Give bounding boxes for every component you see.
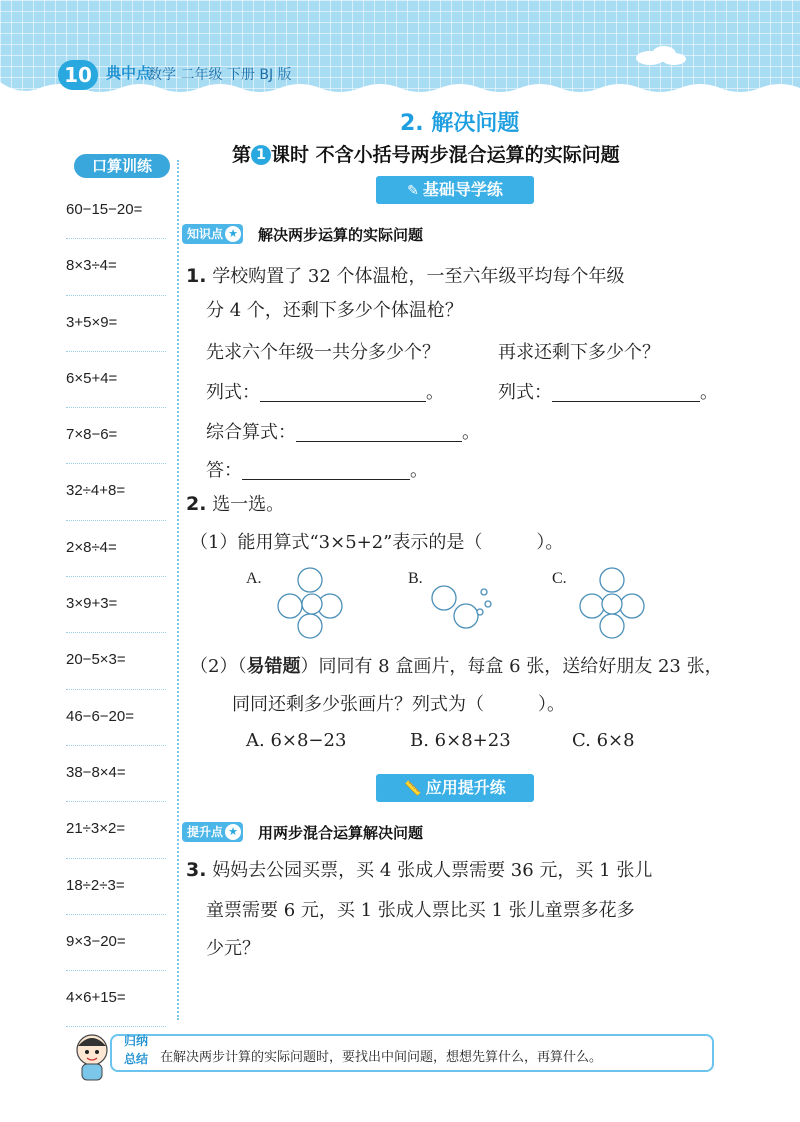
oral-item: 32÷4+8= [66,464,166,520]
star-icon: ★ [225,226,241,242]
lesson-subtitle: 课时 不含小括号两步混合运算的实际问题 [271,144,620,166]
q1-sub-left: 先求六个年级一共分多少个？ [206,342,440,363]
oral-item: 46−6−20= [66,690,166,746]
summary-tag-line2: 总结 [123,1052,148,1066]
q2-part2-line2: 同同还剩多少张画片？列式为（ ）。 [232,694,565,715]
q1-line1 [186,262,625,288]
error-prone-tag: 易错题 [246,656,301,677]
banner-apply-label: 应用提升练 [425,778,506,797]
oral-item: 60−15−20= [66,183,166,239]
q2-part2-prefix: （2）（ [190,656,247,677]
header-wave [0,82,800,102]
option-c-label: C. [552,570,567,587]
q1-line2: 分 4 个，还剩下多少个体温枪？ [206,300,463,321]
oral-item: 7×8−6= [66,408,166,464]
answer-label: 答： [206,460,242,481]
q1-text-1: 学校购置了 32 个体温枪，一至六年级平均每个年级 [212,266,625,287]
banner-basic-label: 基础导学练 [422,180,503,199]
section-title: 2. 解决问题 [400,111,520,136]
knowledge-point-tag [182,224,243,244]
q2-part2-text: ）同同有 8 盒画片，每盒 6 张，送给好朋友 23 张， [300,656,723,677]
lesson-prefix: 第 [232,144,252,166]
pencil-icon: ✎ [407,183,419,199]
option-b-label: B. [408,570,423,587]
column-divider [177,160,179,1020]
star-icon: ★ [225,824,241,840]
bags-option-a-icon [270,562,350,642]
bags-option-c-icon [572,562,652,642]
period: 。 [410,460,428,481]
choice-c[interactable]: C. 6×8 [572,730,635,751]
formula-label-2: 列式： [498,382,552,403]
formula-blank-2[interactable] [552,384,700,402]
page-number: 10 [58,60,98,90]
oral-training-label: 口算训练 [74,154,170,178]
book-info: 数学 二年级 下册 BJ 版 [148,67,292,83]
q3-line2: 童票需要 6 元，买 1 张成人票比买 1 张儿童票多花多 [206,900,635,921]
oral-item: 20−5×3= [66,633,166,689]
summary-tag-line1: 归纳 [123,1034,148,1048]
formula-blank-1[interactable] [260,384,426,402]
q1-sub-right: 再求还剩下多少个？ [498,342,660,363]
q2-number: 2. [186,493,207,515]
oral-item: 38−8×4= [66,746,166,802]
q3-line1 [186,856,652,882]
oral-training-list [66,183,166,1027]
oral-item: 6×5+4= [66,352,166,408]
brand-logo: 典中点 [106,64,152,82]
q1-combined [206,418,480,444]
bags-option-b-icon [428,578,498,636]
q1-formula-2 [498,378,718,404]
q2-title-text: 选一选。 [212,494,285,515]
q3-number: 3. [186,859,207,881]
oral-item: 3+5×9= [66,296,166,352]
improve-point-text: 用两步混合运算解决问题 [258,824,424,842]
banner-basic [376,176,534,204]
knowledge-point-label: 知识点 [187,227,224,241]
banner-apply [376,774,534,802]
oral-training-title [64,150,172,180]
knowledge-point-text: 解决两步运算的实际问题 [258,226,424,244]
q1-answer [206,456,428,482]
summary-text: 在解决两步计算的实际问题时，要找出中间问题，想想先算什么，再算什么。 [160,1050,603,1065]
summary-tag [118,1032,154,1076]
oral-item: 18÷2÷3= [66,859,166,915]
oral-item: 4×6+15= [66,971,166,1027]
oral-item: 21÷3×2= [66,802,166,858]
period: 。 [700,382,718,403]
improve-point-label: 提升点 [187,825,224,839]
q2-part2-line1 [190,652,723,678]
answer-blank[interactable] [242,462,410,480]
oral-item: 3×9+3= [66,577,166,633]
option-a-label: A. [246,570,262,587]
lesson-number: 1 [251,145,271,165]
period: 。 [426,382,444,403]
oral-item: 8×3÷4= [66,239,166,295]
q1-formula-1 [206,378,444,404]
choice-a[interactable]: A. 6×8−23 [246,730,347,751]
q3-text-1: 妈妈去公园买票，买 4 张成人票需要 36 元，买 1 张儿 [212,860,653,881]
lesson-title [232,140,620,167]
q2-title [186,490,284,516]
ruler-icon: 📏 [404,781,422,797]
oral-item: 2×8÷4= [66,521,166,577]
formula-label-1: 列式： [206,382,260,403]
period: 。 [462,422,480,443]
q3-line3: 少元？ [206,938,260,959]
improve-point-tag [182,822,243,842]
combined-blank[interactable] [296,424,462,442]
combined-label: 综合算式： [206,422,296,443]
oral-item: 9×3−20= [66,915,166,971]
cloud-icon [630,44,690,66]
q2-part1: （1）能用算式“3×5+2”表示的是（ ）。 [190,532,564,553]
q1-number: 1. [186,265,207,287]
choice-b[interactable]: B. 6×8+23 [410,730,511,751]
